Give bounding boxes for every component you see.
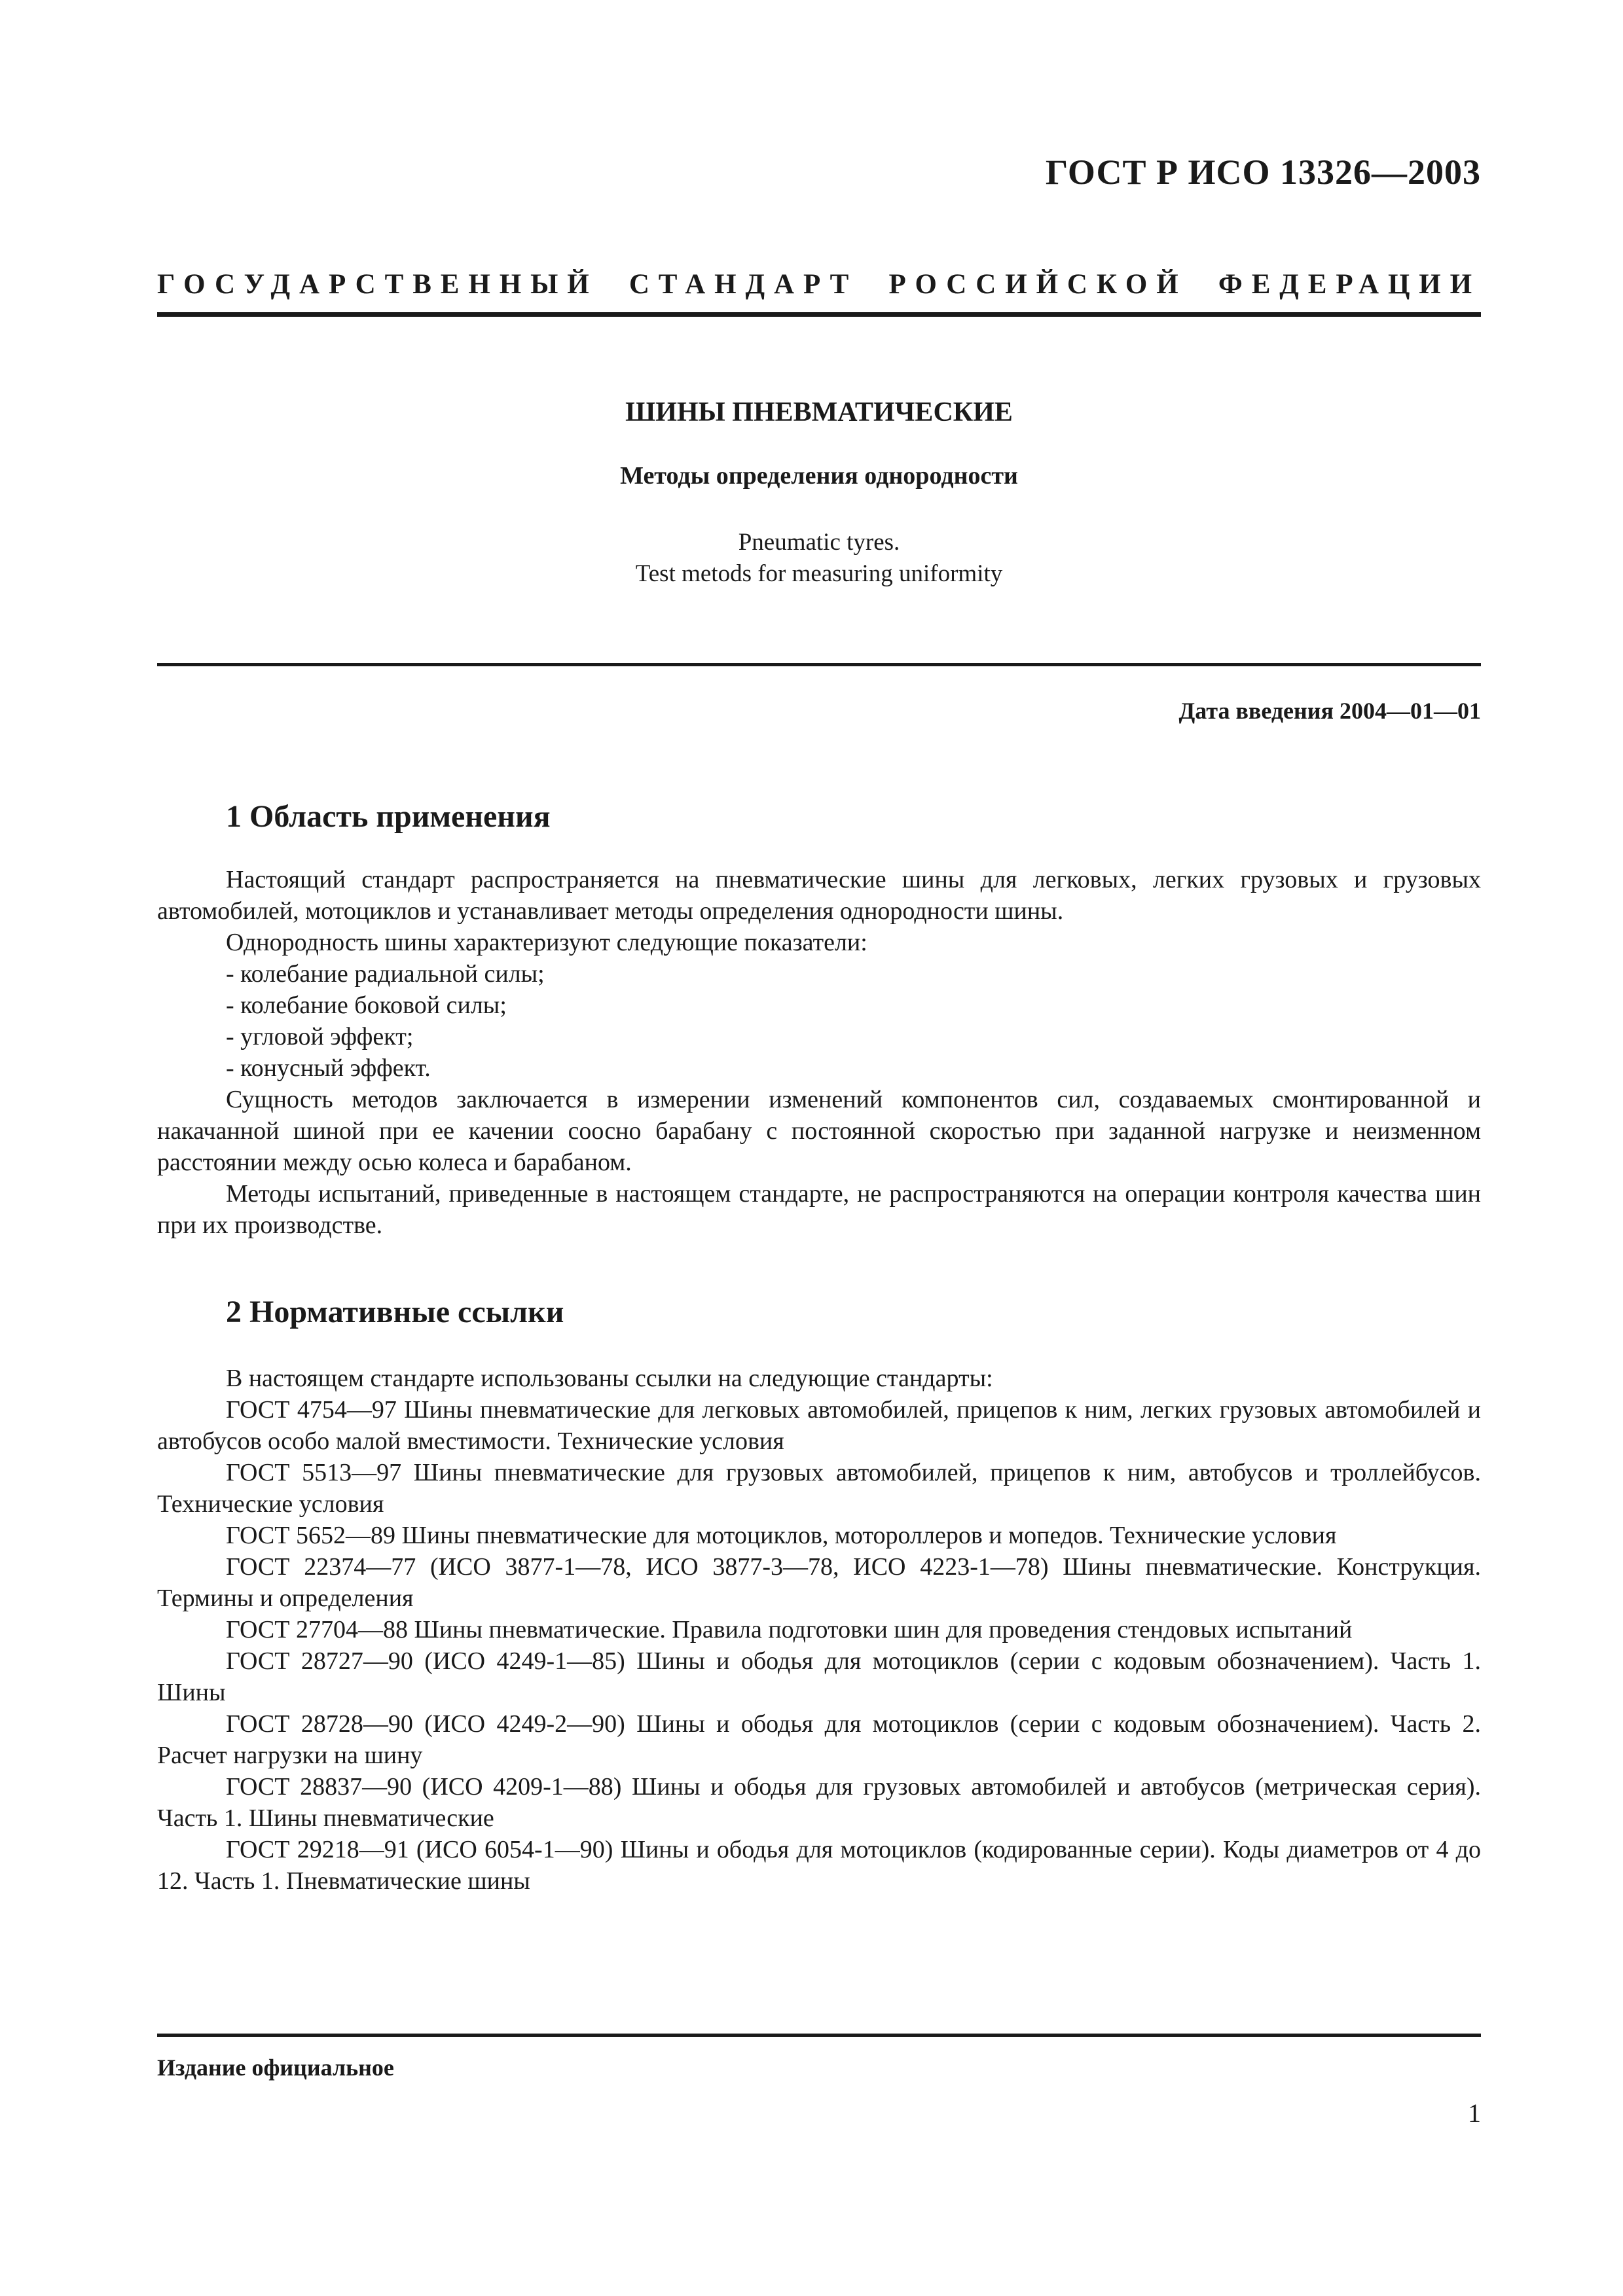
- reference-item: ГОСТ 22374—77 (ИСО 3877-1—78, ИСО 3877-3—78, ИСО 4223-1—78) Шины пневматические. Конструкция. Термины и определения: [157, 1553, 1481, 1612]
- list-item: - угловой эффект;: [226, 1023, 414, 1050]
- document-code: ГОСТ Р ИСО 13326—2003: [1045, 152, 1481, 192]
- section-2-body: [157, 1363, 1481, 1897]
- document-title: ШИНЫ ПНЕВМАТИЧЕСКИЕ: [625, 397, 1013, 427]
- list-item: - колебание боковой силы;: [226, 992, 507, 1019]
- introduction-date: Дата введения 2004—01—01: [1178, 698, 1481, 724]
- official-edition-label: Издание официальное: [157, 2054, 394, 2081]
- section-1-body: [157, 864, 1481, 1241]
- reference-item: ГОСТ 28727—90 (ИСО 4249-1—85) Шины и ободья для мотоциклов (серии с кодовым обозначением). Часть 1. Шины: [157, 1647, 1481, 1706]
- english-title-line-2: Test metods for measuring uniformity: [635, 560, 1003, 587]
- reference-item: ГОСТ 27704—88 Шины пневматические. Правила подготовки шин для проведения стендовых испытаний: [226, 1616, 1353, 1643]
- reference-item: ГОСТ 5513—97 Шины пневматические для грузовых автомобилей, прицепов к ним, автобусов и троллейбусов. Технические условия: [157, 1459, 1481, 1518]
- english-title: [157, 527, 1481, 590]
- list-item: - конусный эффект.: [226, 1054, 431, 1082]
- footer-divider: [157, 2034, 1481, 2037]
- reference-item: ГОСТ 29218—91 (ИСО 6054-1—90) Шины и ободья для мотоциклов (кодированные серии). Коды диаметров от 4 до 12. Часть 1. Пневматические шины: [157, 1836, 1481, 1895]
- title-divider: [157, 663, 1481, 666]
- section-1-heading: 1 Область применения: [226, 799, 551, 834]
- document-subtitle: Методы определения однородности: [620, 462, 1018, 490]
- english-title-line-1: Pneumatic tyres.: [738, 529, 900, 556]
- section-1-paragraph: Настоящий стандарт распространяется на пневматические шины для легковых, легких грузовых и грузовых автомобилей, мотоциклов и устанавливает методы определения однородности шины.: [157, 866, 1481, 925]
- reference-item: ГОСТ 4754—97 Шины пневматические для легковых автомобилей, прицепов к ним, легких грузовых автомобилей и автобусов особо малой вместимости. Технические условия: [157, 1396, 1481, 1455]
- list-item: - колебание радиальной силы;: [226, 960, 545, 988]
- state-standard-banner: ГОСУДАРСТВЕННЫЙ СТАНДАРТ РОССИЙСКОЙ ФЕДЕРАЦИИ: [157, 269, 1481, 300]
- reference-item: ГОСТ 28728—90 (ИСО 4249-2—90) Шины и ободья для мотоциклов (серии с кодовым обозначением). Часть 2. Расчет нагрузки на шину: [157, 1710, 1481, 1769]
- reference-item: ГОСТ 28837—90 (ИСО 4209-1—88) Шины и ободья для грузовых автомобилей и автобусов (метрическая серия). Часть 1. Шины пневматические: [157, 1773, 1481, 1832]
- header-divider: [157, 312, 1481, 317]
- section-1-paragraph: Сущность методов заключается в измерении изменений компонентов сил, создаваемых смонтированной и накачанной шиной при ее качении соосно барабану с постоянной скоростью при заданной нагрузке и неизменном расстоянии между осью колеса и барабаном.: [157, 1086, 1481, 1176]
- page-number: 1: [1468, 2098, 1481, 2128]
- section-1-paragraph: Однородность шины характеризуют следующие показатели:: [226, 929, 867, 956]
- section-2-intro: В настоящем стандарте использованы ссылки на следующие стандарты:: [226, 1365, 993, 1392]
- section-2-heading: 2 Нормативные ссылки: [226, 1295, 564, 1329]
- section-1-paragraph: Методы испытаний, приведенные в настоящем стандарте, не распространяются на операции контроля качества шин при их производстве.: [157, 1180, 1481, 1239]
- reference-item: ГОСТ 5652—89 Шины пневматические для мотоциклов, мотороллеров и мопедов. Технические условия: [226, 1522, 1337, 1549]
